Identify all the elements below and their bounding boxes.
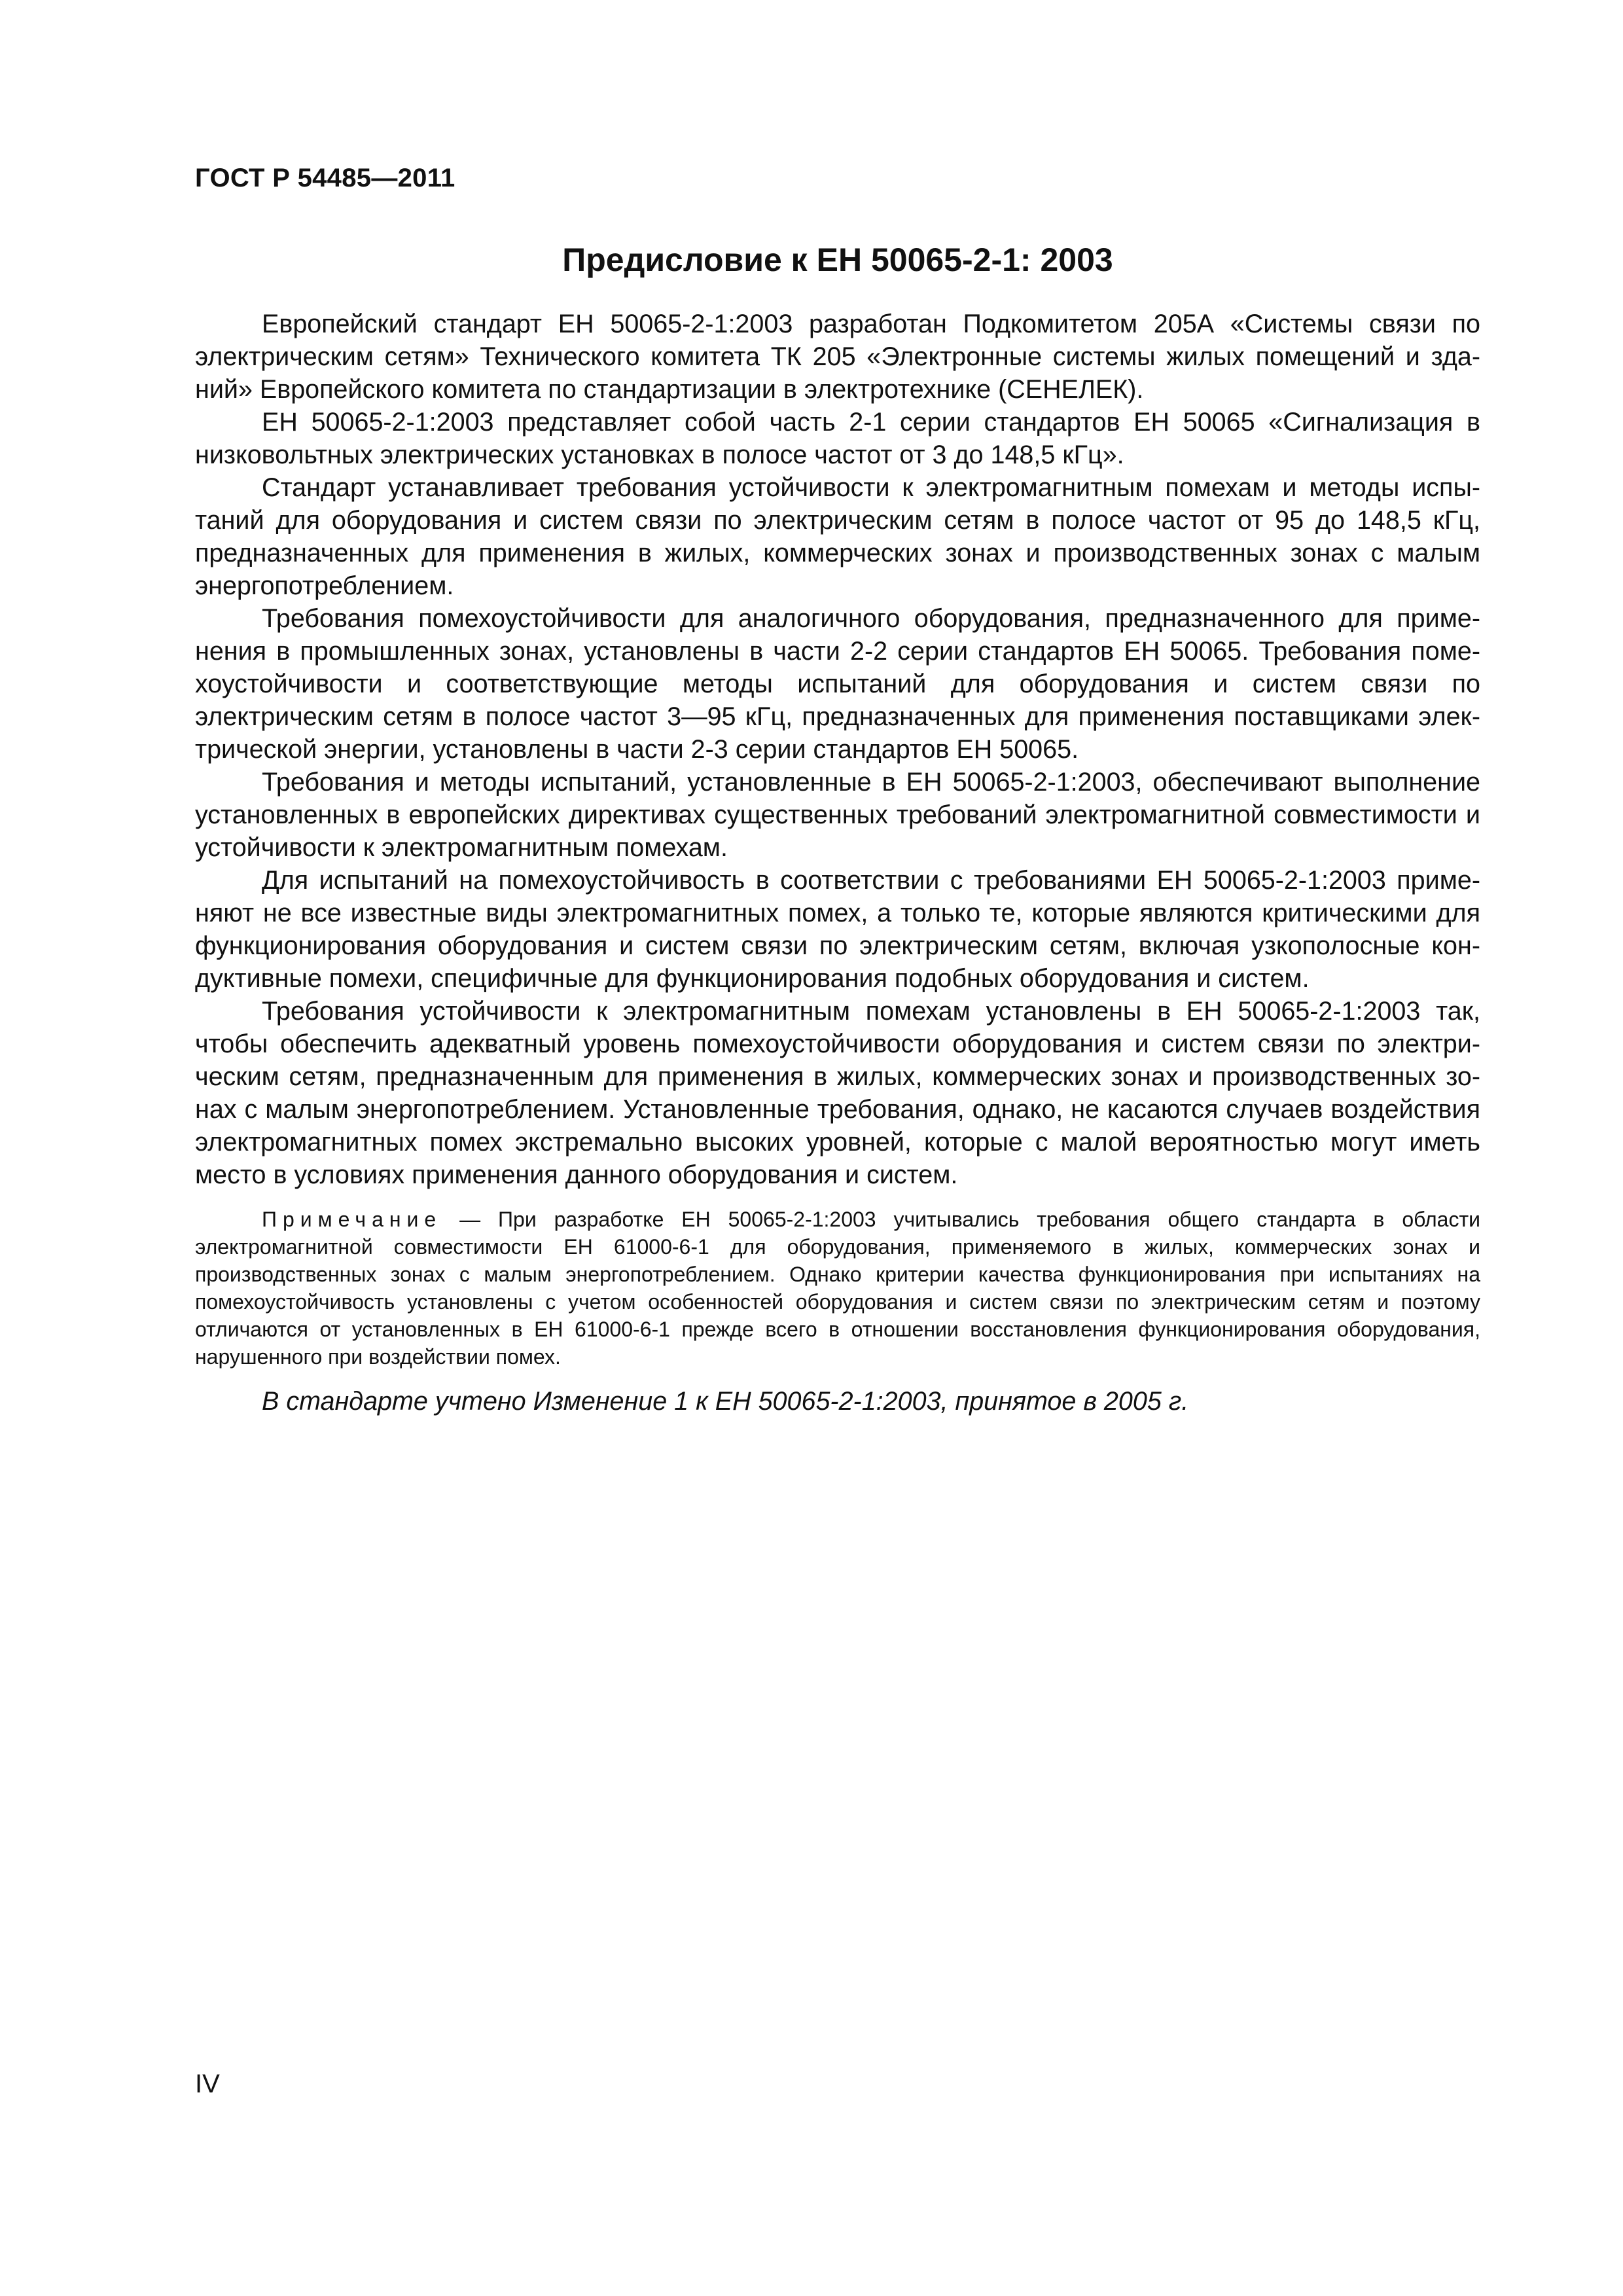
document-code: ГОСТ Р 54485—2011 <box>195 164 455 192</box>
note-label: Примечание <box>262 1208 442 1231</box>
amendment-statement: В стандарте учтено Изменение 1 к ЕН 50065-2-1:2003, принятое в 2005 г. <box>262 1387 1189 1416</box>
paragraph-7: Требования устойчивости к электромагнитным помехам установлены в ЕН 50065-2-1:2003 так, чтобы обеспечить адекватный уровень помехоустойчивости оборудования и систем связи по электрическим сетям, предназначенным для применения в жилых, коммерческих зонах и производственных зонах с малым энергопотреблением. Установленные требования, однако, не касаются случаев воздействия электромагнитных помех экстремально высоких уровней, которые с малой вероятностью могут иметь место в условиях применения данного оборудования и систем. <box>195 997 1480 1189</box>
paragraph-5: Требования и методы испытаний, установленные в ЕН 50065-2-1:2003, обеспечивают выполнение установленных в европейских директивах существенных требований электромагнитной совместимости и устойчивости к электромагнитным помехам. <box>195 768 1480 862</box>
paragraph-2: ЕН 50065-2-1:2003 представляет собой часть 2-1 серии стандартов ЕН 50065 «Сигнализация в низковольтных электрических установках в полосе частот от 3 до 148,5 кГц». <box>195 408 1480 469</box>
paragraph-4: Требования помехоустойчивости для аналогичного оборудования, предназначенного для применения в промышленных зонах, установлены в части 2-2 серии стандартов ЕН 50065. Требования помехоустойчивости и соответствующие методы испытаний для оборудования и систем связи по электрическим сетям в полосе частот 3—95 кГц, предназначенных для применения поставщиками электрической энергии, установлены в части 2-3 серии стандартов ЕН 50065. <box>195 604 1480 764</box>
paragraph-3: Стандарт устанавливает требования устойчивости к электромагнитным помехам и методы испытаний для оборудования и систем связи по электрическим сетям в полосе частот от 95 до 148,5 кГц, предназначенных для применения в жилых, коммерческих зонах и производственных зонах с малым энергопотреблением. <box>195 473 1480 600</box>
paragraph-1: Европейский стандарт ЕН 50065-2-1:2003 разработан Подкомитетом 205А «Системы связи по электрическим сетям» Технического комитета ТК 205 «Электронные системы жилых помещений и зданий» Европейского комитета по стандартизации в электротехнике (СЕНЕЛЕК). <box>195 310 1480 404</box>
note-text: — При разработке ЕН 50065-2-1:2003 учитывались требования общего стандарта в области электромагнитной совместимости ЕН 61000-6-1 для оборудования, применяемого в жилых, коммерческих зонах и производственных зонах с малым энергопотреблением. Однако критерии качества функционирования при испытаниях на помехоустойчивость установлены с учетом особенностей оборудования и систем связи по электрическим сетям и поэтому отличаются от установленных в ЕН 61000-6-1 прежде всего в отношении восстановления функционирования оборудования, нарушенного при воздействии помех. <box>195 1208 1481 1369</box>
page-number: IV <box>195 2070 220 2098</box>
page-title: Предисловие к ЕН 50065-2-1: 2003 <box>562 242 1113 278</box>
paragraph-6: Для испытаний на помехоустойчивость в соответствии с требованиями ЕН 50065-2-1:2003 применяют не все известные виды электромагнитных помех, а только те, которые являются критическими для функционирования оборудования и систем связи по электрическим сетям, включая узкополосные кондуктивные помехи, специфичные для функционирования подобных оборудования и систем. <box>195 866 1480 993</box>
foreword-body <box>195 308 1480 1418</box>
note <box>195 1206 1480 1371</box>
